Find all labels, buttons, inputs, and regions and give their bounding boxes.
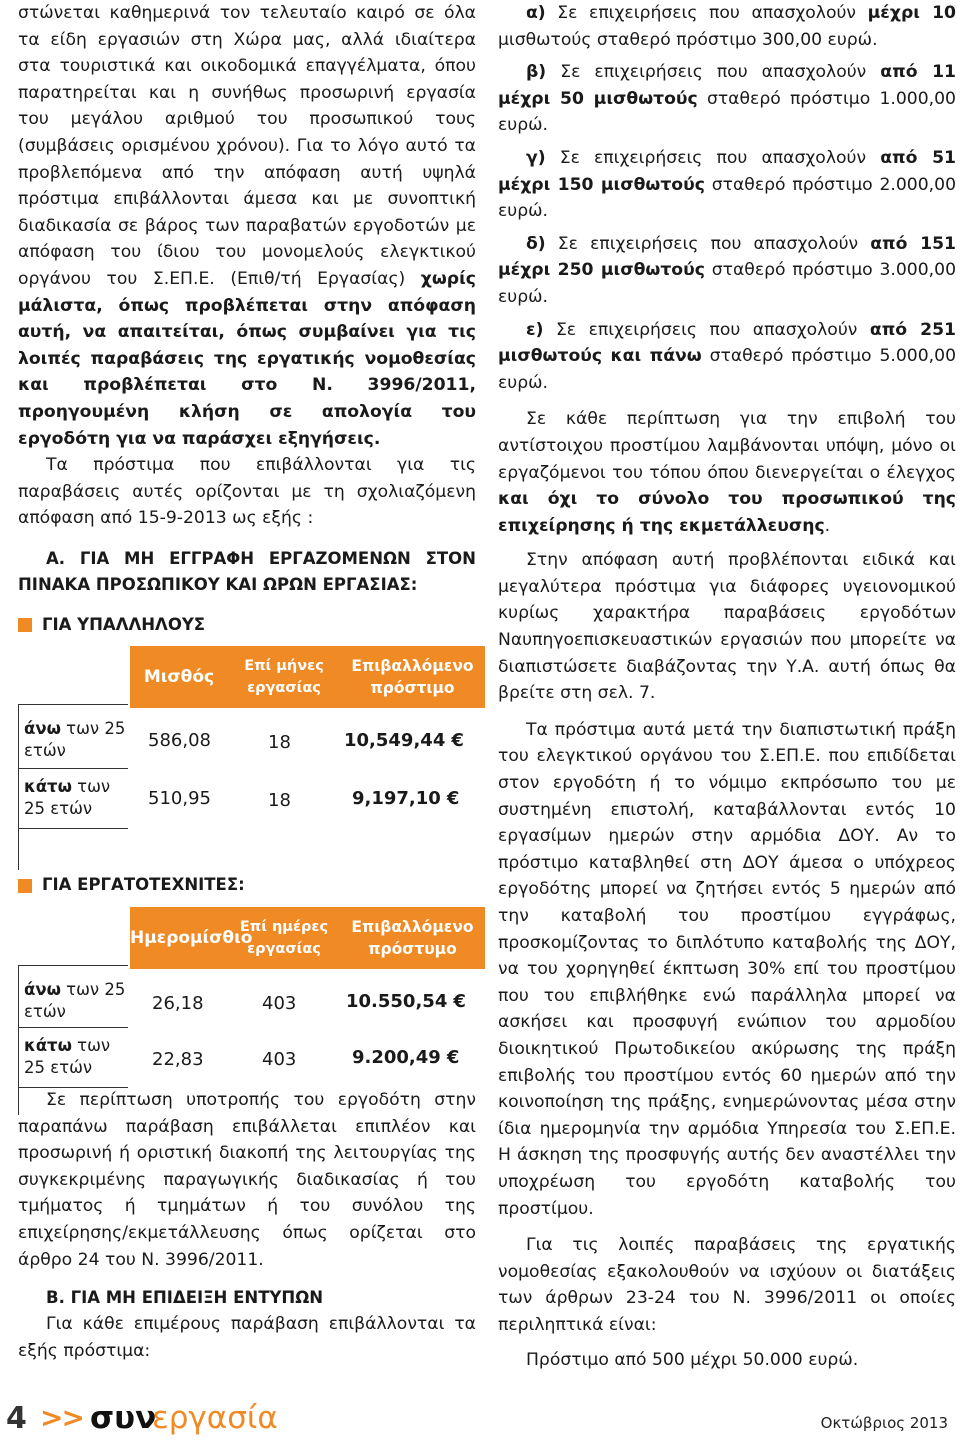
employees-subheading-label: ΓΙΑ ΥΠΑΛΛΗΛΟΥΣ	[42, 614, 206, 634]
row-fine	[346, 989, 466, 1016]
issue-date: Οκτώβριος 2013	[820, 1414, 948, 1432]
fine-item-bold: από 11 μέχρι 50 μισθωτούς	[498, 62, 956, 109]
recidivism-paragraph: Σε περίπτωση υποτροπής του εργοδότη στην παραπάνω παράβαση επιβάλλεται επιπλέον και προσωρινή ή οριστική διακοπή της λειτουργίας της συγκεκριμένης παραγωγικής διαδικασίας ή του τμήματος ή τμημάτων ή του συνόλου της επιχείρησης/εκμετάλλευσης όπως ορίζεται στο άρθρο 24 του Ν. 3996/2011.	[18, 1090, 476, 1270]
table-header	[130, 907, 485, 969]
euro-icon: €	[453, 991, 466, 1013]
fine-item-text: σταθερό πρόστιμο 1.000,00 ευρώ.	[498, 88, 956, 136]
row-fine	[344, 728, 464, 755]
row-label-bold: κάτω	[24, 1036, 72, 1056]
euro-icon: €	[446, 1047, 460, 1069]
fine-item-letter: γ)	[526, 147, 546, 168]
row-label-rest: των 25 ετών	[24, 1036, 111, 1078]
row-fine-value: 10,549,44	[344, 730, 446, 752]
page-number: 4	[6, 1401, 27, 1436]
fine-item-text: Σε επιχειρήσεις που απασχολούν	[545, 233, 871, 254]
section-b-text: Για κάθε επιμέρους παράβαση επιβάλλονται τα εξής πρόστιμα:	[18, 1314, 476, 1361]
fine-item-letter: δ)	[526, 233, 546, 254]
payment-paragraph: Τα πρόστιμα αυτά μετά την διαπιστωτική πράξη του ελεγκτικού οργάνου του Σ.ΕΠ.Ε. που επιδίδεται στον εργοδότη ή το νόμιμο εκπρόσωπο του με συστημένη επιστολή, καταβάλλονται εντός 10 εργασίμων ημερών στην αρμόδια ΔΟΥ. Αν το πρόστιμο καταβληθεί στη ΔΟΥ άμεσα ο υπόχρεος εργοδότης μπορεί να ζητήσει εντός 5 ημερών από την καταβολή του προστίμου εγγράφως, προσκομίζοντας το διπλότυπο καταβολής της ΔΟΥ, να του χορηγηθεί έκπτωση 30% επί του προστίμου που του επιβλήθηκε ενώ παράλληλα μπορεί να ασκήσει και προσφυγή ενώπιον του αρμοδίου διοικητικού Πρωτοδικείου ακύρωσης της πράξη επιβολής του προστίμου εντός 60 ημερών από την κοινοποίηση της πράξης, ενημερώνοντας μέσα στην ίδια ημερομηνία την αρμόδια Υπηρεσία του Σ.ΕΠ.Ε. Η άσκηση της προσφυγής αυτής δεν αναστέλλει την υποχρέωση του εργοδότη καταβολής του προστίμου.	[498, 719, 956, 1219]
row-fine-value: 9,197,10	[352, 788, 441, 810]
row-months: 18	[268, 732, 291, 754]
employees-fine-table	[18, 646, 476, 872]
fine-item-text: Σε επιχειρήσεις που απασχολούν	[546, 62, 881, 83]
magazine-logo-part2: εργασία	[152, 1400, 278, 1436]
row-salary: 510,95	[148, 788, 211, 810]
other-violations-paragraph: Για τις λοιπές παραβάσεις της εργατικής νομοθεσίας εξακολουθούν να ισχύουν οι διατάξεις των άρθρων 23-24 του Ν. 3996/2011 οι οποίες περιληπτικά είναι:	[498, 1235, 956, 1335]
fine-range-paragraph: Πρόστιμο από 500 μέχρι 50.000 ευρώ.	[526, 1349, 859, 1370]
intro-bold-text: χωρίς μάλιστα, όπως προβλέπεται στην απόφαση αυτή, να απαιτείται, όπως συμβαίνει για τις λοιπές παραβάσεις της εργατικής νομοθεσίας και προβλέπεται στο Ν. 3996/2011, προηγουμένη κλήση σε απολογία του εργοδότη για να παράσχει εξηγήσεις.	[18, 268, 476, 449]
fine-item-text: Σε επιχειρήσεις που απασχολούν	[545, 147, 881, 168]
table-rule	[18, 768, 128, 769]
fine-item-text: Σε επιχειρήσεις που απασχολούν	[543, 319, 870, 340]
table-vertical-rule	[18, 965, 19, 1115]
fine-item-bold: από 51 μέχρι 150 μισθωτούς	[498, 147, 956, 195]
table-row-label	[24, 776, 134, 820]
fine-item	[498, 59, 956, 139]
intro-paragraph	[18, 0, 476, 452]
header-fine: Επιβαλλόμενο πρόστυμο	[351, 918, 474, 959]
row-wage: 22,83	[152, 1049, 204, 1071]
fine-item-letter: ε)	[526, 319, 544, 340]
magazine-logo-part1: συν	[90, 1400, 157, 1436]
header-months: Επί μήνες εργασίας	[244, 658, 324, 697]
workers-fine-table	[18, 907, 476, 1121]
workers-subheading-label: ΓΙΑ ΕΡΓΑΤΟΤΕΧΝΙΤΕΣ:	[42, 875, 245, 895]
count-rule-text: .	[824, 515, 831, 536]
table-row-label	[24, 979, 134, 1023]
table-rule	[18, 704, 128, 705]
fine-item	[498, 0, 956, 53]
row-label-rest: των 25 ετών	[24, 980, 126, 1022]
row-fine	[352, 786, 459, 813]
row-days: 403	[262, 1049, 297, 1071]
fine-item-bold: από 251 μισθωτούς και πάνω	[498, 319, 957, 367]
left-column	[18, 0, 476, 1364]
table-row-label	[24, 718, 134, 762]
table-row-label	[24, 1035, 134, 1079]
row-fine-value: 10.550,54	[346, 991, 448, 1013]
table-vertical-rule	[18, 704, 19, 870]
euro-icon: €	[446, 788, 460, 810]
section-a-heading: Α. ΓΙΑ ΜΗ ΕΓΓΡΑΦΗ ΕΡΓΑΖΟΜΕΝΩΝ ΣΤΟΝ ΠΙΝΑΚΑ ΠΡΟΣΩΠΙΚΟΥ ΚΑΙ ΩΡΩΝ ΕΡΓΑΣΙΑΣ:	[18, 548, 476, 594]
fine-item	[498, 231, 956, 311]
row-fine-value: 9.200,49	[352, 1047, 441, 1069]
table-header	[130, 646, 485, 708]
fine-item-letter: β)	[526, 62, 547, 83]
fine-item-bold: μέχρι 10	[867, 3, 957, 23]
table-rule	[18, 1087, 128, 1088]
fine-item	[498, 145, 956, 225]
table-rule	[18, 828, 128, 829]
row-label-bold: άνω	[24, 719, 61, 739]
count-rule-paragraph	[498, 406, 956, 539]
fine-item	[498, 317, 956, 397]
row-wage: 26,18	[152, 993, 204, 1015]
row-label-rest: των 25 ετών	[24, 719, 126, 761]
fine-item-text: μισθωτούς σταθερό πρόστιμο 300,00 ευρώ.	[498, 29, 878, 50]
row-salary: 586,08	[148, 730, 211, 752]
fine-item-bold: από 151 μέχρι 250 μισθωτούς	[498, 233, 956, 281]
header-days: Επί ημέρες εργασίας	[239, 919, 329, 958]
euro-icon: €	[451, 730, 464, 752]
row-label-bold: άνω	[24, 980, 61, 1000]
header-fine: Επιβαλλόμενο πρόστιμο	[351, 657, 474, 698]
fine-item-letter: α)	[526, 3, 546, 23]
double-chevron-icon: >>	[40, 1401, 83, 1434]
table-rule	[18, 1027, 128, 1028]
orange-square-icon	[18, 618, 32, 632]
fines-intro-paragraph: Τα πρόστιμα που επιβάλλονται για τις παραβάσεις αυτές ορίζονται με τη σχολιαζόμενη απόφαση από 15-9-2013 ως εξής :	[18, 455, 476, 529]
fine-item-text: σταθερό πρόστιμο 5.000,00 ευρώ.	[498, 346, 957, 393]
header-daily-wage: Ημερομίσθιο	[130, 928, 253, 949]
count-rule-bold: και όχι το σύνολο του προσωπικού της επιχείρησης ή της εκμετάλλευσης	[498, 489, 956, 536]
fine-item-text: Σε επιχειρήσεις που απασχολούν	[545, 3, 868, 23]
page-footer	[0, 1396, 960, 1440]
header-salary: Μισθός	[143, 667, 215, 688]
employees-subheading	[18, 612, 476, 639]
row-fine	[352, 1045, 459, 1072]
row-label-bold: κάτω	[24, 777, 72, 797]
section-b-heading: Β. ΓΙΑ ΜΗ ΕΠΙΔΕΙΞΗ ΕΝΤΥΠΩΝ	[46, 1288, 324, 1308]
workers-subheading	[18, 872, 476, 899]
fine-item-text: σταθερό πρόστιμο 3.000,00 ευρώ.	[498, 260, 957, 307]
row-months: 18	[268, 790, 291, 812]
table-rule	[18, 965, 128, 966]
orange-square-icon	[18, 879, 32, 893]
right-column	[498, 0, 956, 1373]
intro-text: στώνεται καθημερινά τον τελευταίο καιρό σε όλα τα είδη εργασιών στη Χώρα μας, αλλά ιδιαίτερα στα τουριστικά και οικοδομικά επαγγέλματα, όπου παρατηρείται και η συνήθως προσωρινή εργασία του μεγάλου αριθμού του προσωπικού τους (συμβάσεις ορισμένου χρόνου). Για το λόγο αυτό τα προβλεπόμενα από την απόφαση αυτή υψηλά πρόστιμα επιβάλλονται άμεσα και με συνοπτική διαδικασία σε βάρος των παραβατών εργοδοτών με απόφαση του ίδιου του μονομελούς ελεγκτικού οργάνου του Σ.ΕΠ.Ε. (Επιθ/τή Εργασίας)	[18, 3, 476, 289]
row-label-rest: των 25 ετών	[24, 777, 111, 819]
shipyard-paragraph: Στην απόφαση αυτή προβλέπονται ειδικά και μεγαλύτερα πρόστιμα για διάφορες υγειονομικού κυρίως χαρακτήρα παραβάσεις εργοδότων Ναυπηγοεπισκευαστικών εργασιών που μπορείτε να διαπιστώσετε διαβάζοντας την Υ.Α. αυτή όπως θα βρείτε στη σελ. 7.	[498, 550, 956, 704]
row-days: 403	[262, 993, 297, 1015]
count-rule-text: Σε κάθε περίπτωση για την επιβολή του αντίστοιχου προστίμου λαμβάνονται υπόψη, μόνο οι εργαζόμενοι του τόπου όπου διενεργείται ο έλεγχος	[498, 409, 956, 483]
fine-item-text: σταθερό πρόστιμο 2.000,00 ευρώ.	[498, 174, 957, 222]
